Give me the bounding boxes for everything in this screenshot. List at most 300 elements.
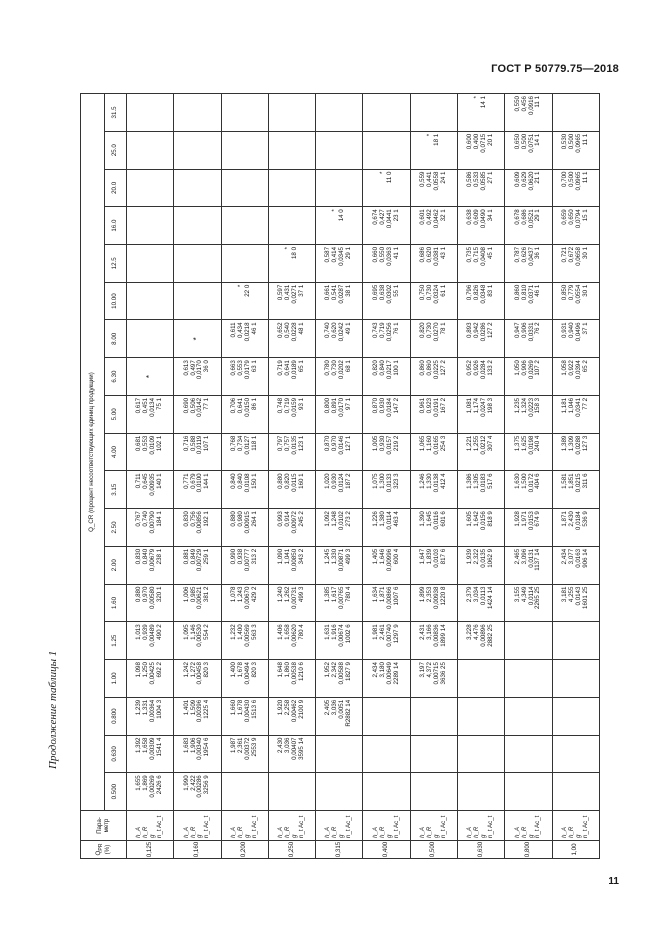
table-cell [458,320,505,358]
cell-value: 0,0916 [527,96,535,115]
cell-value: 0,952 [466,360,474,376]
table-cell [505,509,552,547]
table-cell [505,131,552,169]
table-cell [363,773,410,811]
cell-value: 1,987 [229,737,237,754]
cell-value: 0,0108 [243,473,251,493]
cell-value: 0,609 [473,209,481,225]
parameter-labels [316,811,363,841]
cell-value: 0,939 [142,624,150,640]
table-cell [221,94,268,132]
cell-value: 0,970 [331,435,339,452]
cell-value: 1,090 [277,548,285,565]
parameter-label: h_A [277,826,285,838]
cell-value: 0,0179 [243,360,251,380]
table-cell [221,282,268,320]
cell-value: 2,342 [331,662,339,678]
cell-value: 192 1 [203,511,211,527]
cell-value: 343 2 [297,548,305,565]
cell-value: 0,849 [189,548,197,565]
table-cell [458,471,505,509]
table-cell [127,509,174,547]
table-cell [268,358,315,396]
cell-value: 0,881 [182,548,190,565]
cell-value: 0,0135 [291,435,299,455]
cell-value: 20 1 [487,133,495,146]
cell-value: 150 1 [250,473,258,489]
cell-value: 0,00621 [196,586,204,609]
cell-value: 0,00935 [149,473,157,496]
cell-value: 820 3 [250,662,258,678]
cell-value: 1,648 [277,662,285,678]
qcr-column-header: 20.0 [105,169,127,207]
table-cell [221,244,268,282]
cell-value: 0,0113 [480,586,488,606]
table-cell [552,320,599,358]
qcr-column-header: 31.5 [105,94,127,132]
cell-value: 1,242 [182,662,190,678]
table-cell [221,660,268,698]
cell-value: 0,931 [560,322,568,338]
cell-value: 0,641 [284,360,292,376]
table-cell [552,433,599,471]
cell-value: 29 1 [345,246,353,260]
table-cell [127,94,174,132]
cell-value: 1,916 [331,624,339,640]
table-cell [221,509,268,547]
parameter-label: n_t Ac_t [250,815,258,838]
table-cell [268,94,315,132]
cell-value: 0,620 [331,322,339,338]
parameter-label: h_R [236,826,244,838]
table-cell [552,169,599,207]
table-cell [458,546,505,584]
cell-value: 0,0381 [432,246,440,266]
cell-value: 0,500 [567,133,575,150]
parameter-labels [458,811,505,841]
cell-value: 77 1 [203,397,211,410]
table-cell [268,622,315,660]
cell-value: 0,00494 [243,662,251,685]
cell-value: 0,993 [277,511,285,527]
parameter-label: g [574,834,582,838]
cell-value: 0,0521 [527,209,535,229]
qcr-column-header: 0.500 [105,773,127,811]
cell-value: 1,305 [473,473,481,489]
cell-value: 0,796 [466,284,474,301]
cell-value: 0,930 [331,473,339,489]
table-cell [127,546,174,584]
table-cell [458,697,505,735]
cell-value: 83 1 [487,284,495,297]
cell-value: 1,617 [331,586,339,603]
cell-value: 1,860 [284,662,292,678]
table-cell [268,471,315,509]
cell-value: 0,00458 [196,662,204,685]
parameter-labels [174,811,221,841]
cell-value: 0,559 [419,171,427,187]
cell-value: 0,0394 [574,360,582,380]
cell-value: 1601 25 [581,586,589,609]
cell-value: 1,255 [473,435,481,452]
table-cell [127,244,174,282]
cell-value: 0,0225 [432,360,440,380]
cell-value: 0,586 [466,171,474,187]
cell-value: 0,645 [142,473,150,489]
table-row [174,94,221,859]
table-cell [268,546,315,584]
table-row [458,94,505,859]
cell-value: 1,174 [473,397,481,414]
table-cell [552,207,599,245]
table-cell [458,584,505,622]
cell-value: 0,780 [324,360,332,376]
cell-value: 37 1 [581,322,589,335]
table-cell [458,358,505,396]
cell-value: 0,906 [520,360,528,376]
cell-value: 1,078 [229,586,237,603]
cell-value: 0,00620 [291,624,299,647]
cell-value: 463 4 [392,511,400,527]
qpr-row-header: 0,200 [221,841,268,859]
cell-value: 1,683 [182,737,190,754]
table-cell [221,735,268,773]
table-cell [268,207,315,245]
qcr-column-header: 1.00 [105,660,127,698]
qcr-column-headers [105,94,127,859]
cell-value: 1,240 [277,586,285,603]
cell-value: 0,497 [189,360,197,376]
cell-value: 1,642 [473,511,481,527]
cell-value: 43 1 [439,246,447,260]
cell-value: 0,930 [378,397,386,414]
cell-value: 0,0554 [574,284,582,304]
table-cell [221,622,268,660]
cell-value: 0,0715 [480,133,488,153]
cell-value: 3595 14 [297,737,305,760]
cell-value: 3,181 [560,586,568,603]
table-cell [316,131,363,169]
parameter-label: h_A [371,826,379,838]
cell-value: 0,0620 [527,171,535,191]
cell-value: 1,250 [142,662,150,678]
table-cell [363,622,410,660]
cell-value: 1,906 [189,737,197,754]
cell-value: 0,506 [189,397,197,414]
cell-value: 0,860 [425,360,433,376]
cell-value: 0,0215 [574,473,582,493]
cell-value: 1,678 [236,662,244,678]
cell-value: 0,0302 [385,284,393,304]
cell-value: 2,430 [277,737,285,754]
cell-value: 0,0228 [291,322,299,342]
cell-value: 0,970 [142,586,150,603]
table-cell [505,244,552,282]
table-cell [316,94,363,132]
cell-value: 1,226 [371,511,379,527]
cell-value: 0,756 [189,511,197,527]
cell-value: 0,820 [419,322,427,338]
cell-value: 0,0284 [480,360,488,380]
cell-value: 1541 4 [156,737,164,757]
cell-value: 3,036 [284,737,292,754]
cell-value: 75 1 [156,397,164,410]
cell-value: 1,871 [378,586,386,603]
parameter-label: g [480,834,488,838]
table-cell [410,282,457,320]
table-cell [174,509,221,547]
cell-value: 1,899 [419,586,427,603]
cell-value: 0,860 [419,360,427,376]
cell-value: 3636 25 [439,662,447,685]
cell-value: 127 2 [439,360,447,376]
cell-value: 0,0658 [574,246,582,266]
cell-value: 0,820 [371,360,379,376]
corner-qpr-label: Q [94,850,102,856]
cell-value: 0,0256 [385,322,393,342]
table-cell [505,471,552,509]
cell-value: 0,456 [520,96,528,112]
cell-value: 3,180 [378,662,386,678]
table-cell [410,131,457,169]
cell-value: 0,840 [378,360,386,376]
cell-value: 0,00372 [243,737,251,760]
cell-value: 15 1 [581,209,589,222]
parameter-label: h_A [560,826,568,838]
cell-value: 1220 8 [439,586,447,606]
cell-value: 0,0585 [480,171,488,191]
qcr-column-header: 1.60 [105,584,127,622]
cell-value: 2,461 [378,624,386,640]
cell-value: 1,658 [284,624,292,640]
cell-value: 0,427 [378,209,386,225]
parameters-table [80,93,600,859]
cell-value: 0,00996 [385,548,393,572]
table-cell [127,395,174,433]
table-cell [410,395,457,433]
cell-value: 41 1 [392,246,400,260]
cell-value: 1004 3 [156,699,164,719]
table-cell [552,94,599,132]
parameter-label: h_R [378,826,386,838]
cell-value: 1899 14 [439,624,447,647]
cell-value: 3,197 [419,662,427,678]
cell-value: 240 4 [534,435,542,452]
table-cell [221,358,268,396]
cell-value: 0,940 [567,322,575,338]
table-cell [458,244,505,282]
table-cell [552,358,599,396]
cell-value: 77 2 [581,397,589,410]
cell-value: 1,092 [324,511,332,527]
cell-value: 0,719 [378,322,386,338]
cell-value: 0,611 [229,322,237,338]
table-cell [268,660,315,698]
cell-value: 198 3 [487,397,495,414]
table-cell [316,169,363,207]
cell-value: 0,748 [277,397,285,414]
cell-value: 11 0 [385,171,393,184]
cell-value: 14 1 [480,96,488,109]
cell-value: 0,0288 [574,435,582,455]
cell-value: 0,0269 [527,360,535,380]
cell-value: 23 1 [392,209,400,222]
cell-value: 0,00765 [338,586,346,609]
table-cell [552,735,599,773]
cell-value: 0,719 [284,397,292,414]
table-cell [174,622,221,660]
cell-value: 0,00836 [432,624,440,647]
table-row [221,94,268,859]
table-cell [268,282,315,320]
table-cell [316,244,363,282]
table-continuation-caption: Продолжение таблицы 1 [47,650,59,769]
cell-value: 45 1 [487,246,495,260]
table-cell [221,320,268,358]
cell-value: 0,00896 [480,624,488,647]
cell-value: 4,255 [567,586,575,603]
table-cell [552,244,599,282]
parameter-label: h_R [520,826,528,838]
parameter-labels [505,811,552,841]
table-cell [410,169,457,207]
cell-value: 1,385 [324,586,332,603]
cell-value: 2426 6 [156,775,164,795]
table-cell [410,471,457,509]
table-cell [363,320,410,358]
table-cell [458,660,505,698]
table-cell [221,207,268,245]
parameter-label: n_t Ac_t [439,815,447,838]
cell-value: 0,414 [331,246,339,263]
cell-value: 536 9 [581,511,589,527]
cell-value: 2882 25 [487,624,495,647]
cell-value: 0,735 [466,246,474,263]
table-cell [174,244,221,282]
cell-value: 0,923 [425,397,433,414]
cell-value: 0,0157 [385,435,393,455]
cell-value: 818 9 [487,511,495,527]
cell-value: * [331,209,339,212]
cell-value: 0,00915 [243,511,251,534]
cell-value: * [378,171,386,174]
cell-value: 0,740 [142,511,150,527]
table-cell [127,773,174,811]
table-cell [174,433,221,471]
cell-value: 0,797 [277,435,285,452]
cell-value: 1,625 [520,435,528,452]
cell-value: 0,541 [331,284,339,301]
cell-value: 1,851 [567,473,575,489]
cell-value: 0,870 [324,435,332,452]
table-cell [268,169,315,207]
table-cell [127,207,174,245]
table-cell [174,660,221,698]
cell-value: 1,634 [371,586,379,603]
cell-value: 0,0134 [149,397,157,417]
cell-value: 0,533 [473,171,481,187]
table-cell [505,660,552,698]
cell-value: 158 3 [534,397,542,414]
table-cell [363,131,410,169]
cell-value: 0,985 [189,586,197,603]
cell-value: 0,434 [236,322,244,338]
table-cell [268,244,315,282]
cell-value: 0,650 [513,133,521,150]
qpr-row-header: 0,315 [316,841,363,859]
cell-value: 323 3 [392,473,400,489]
cell-value: 0,663 [229,360,237,376]
cell-value: 1,046 [567,397,575,414]
cell-value: 55 1 [392,284,400,297]
parameter-label: n_t Ac_t [581,815,589,838]
cell-value: 14 0 [338,209,346,222]
qcr-column-header: 5.00 [105,395,127,433]
cell-value: 4,372 [425,662,433,678]
cell-value: 0,441 [425,171,433,187]
cell-value: 1062 9 [487,548,495,568]
cell-value: 3256 9 [203,775,211,795]
cell-value: 0,00309 [149,737,157,760]
cell-value: 102 1 [156,435,164,452]
qpr-row-header: 0,125 [127,841,174,859]
cell-value: 1,160 [425,435,433,452]
table-cell [174,207,221,245]
cell-value: 127 2 [487,322,495,338]
qcr-column-header: 0.800 [105,697,127,735]
table-cell [316,735,363,773]
cell-value: 1954 6 [203,737,211,757]
cell-value: 0,767 [135,511,143,527]
cell-value: 11 1 [534,96,542,108]
cell-value: 0,830 [135,548,143,565]
table-cell [316,207,363,245]
cell-value: 600 4 [392,548,400,565]
cell-value: 1,098 [135,662,143,678]
parameter-label: h_A [229,826,237,838]
table-cell [174,282,221,320]
table-cell [268,509,315,547]
cell-value: 0,0751 [527,133,535,153]
parameter-labels [268,811,315,841]
cell-value: 0,0114 [527,586,535,606]
table-row [316,94,363,859]
table-cell [221,433,268,471]
cell-value: 1,300 [378,473,386,489]
cell-value: 24 1 [439,171,447,184]
cell-value: 0,0159 [291,397,299,417]
table-cell [552,697,599,735]
table-cell [505,207,552,245]
cell-value: 1,235 [513,397,521,414]
cell-value: 160 1 [297,473,305,489]
table-cell [410,622,457,660]
cell-value: 0,00649 [385,662,393,685]
cell-value: 0,0133 [385,473,393,493]
cell-value: 0,0965 [574,133,582,153]
cell-value: 0,734 [236,435,244,452]
cell-value: 0,840 [229,473,237,489]
table-cell [410,320,457,358]
cell-value: 1,245 [324,548,332,565]
cell-value: 412 4 [439,473,447,489]
parameter-label: h_R [189,826,197,838]
table-cell [127,282,174,320]
cell-value: 0,00530 [196,624,204,647]
table-cell [316,395,363,433]
parameter-labels [363,811,410,841]
cell-value: 0,715 [473,246,481,263]
